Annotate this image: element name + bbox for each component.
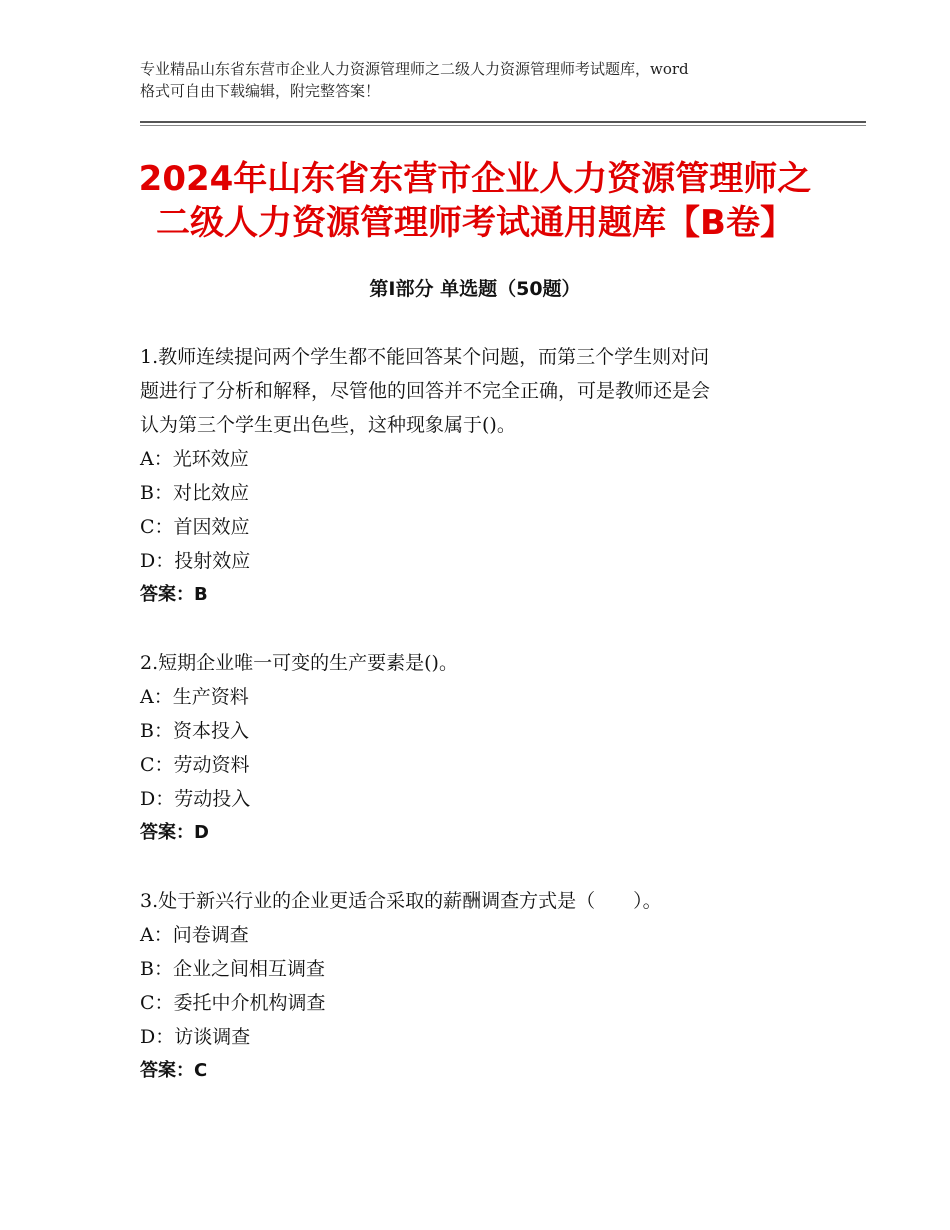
question-stem-line: 3.处于新兴行业的企业更适合采取的薪酬调查方式是（ ）。	[140, 890, 662, 912]
question-1	[140, 340, 820, 612]
document-title	[60, 157, 890, 245]
option-c: C：委托中介机构调查	[140, 992, 326, 1014]
question-stem-line: 2.短期企业唯一可变的生产要素是()。	[140, 652, 458, 674]
document-title-line-1: 2024年山东省东营市企业人力资源管理师之	[138, 159, 812, 199]
header-note-line-1: 专业精品山东省东营市企业人力资源管理师之二级人力资源管理师考试题库，word	[140, 60, 689, 78]
section-title: 第Ⅰ部分 单选题（50题）	[369, 278, 581, 300]
question-stem-line: 1.教师连续提问两个学生都不能回答某个问题，而第三个学生则对问	[140, 346, 710, 368]
header-note	[140, 58, 840, 102]
option-d: D：访谈调查	[140, 1026, 251, 1048]
option-d: D：投射效应	[140, 550, 251, 572]
option-b: B：企业之间相互调查	[140, 958, 325, 980]
question-stem-line: 题进行了分析和解释，尽管他的回答并不完全正确，可是教师还是会	[140, 380, 711, 402]
option-d: D：劳动投入	[140, 788, 251, 810]
question-3	[140, 884, 820, 1088]
question-stem-line: 认为第三个学生更出色些，这种现象属于()。	[140, 414, 516, 436]
question-2	[140, 646, 820, 850]
option-a: A：问卷调查	[140, 924, 249, 946]
option-a: A：生产资料	[140, 686, 249, 708]
document-title-line-2: 二级人力资源管理师考试通用题库【B卷】	[156, 203, 794, 243]
header-divider-thin	[140, 125, 866, 126]
option-b: B：资本投入	[140, 720, 249, 742]
option-c: C：首因效应	[140, 516, 250, 538]
header-divider-thick	[140, 121, 866, 123]
option-c: C：劳动资料	[140, 754, 250, 776]
option-a: A：光环效应	[140, 448, 249, 470]
answer: 答案：C	[140, 1060, 208, 1081]
option-b: B：对比效应	[140, 482, 249, 504]
answer: 答案：B	[140, 584, 208, 605]
header-note-line-2: 格式可自由下载编辑，附完整答案！	[140, 82, 381, 100]
answer: 答案：D	[140, 822, 209, 843]
question-list	[140, 340, 820, 1122]
